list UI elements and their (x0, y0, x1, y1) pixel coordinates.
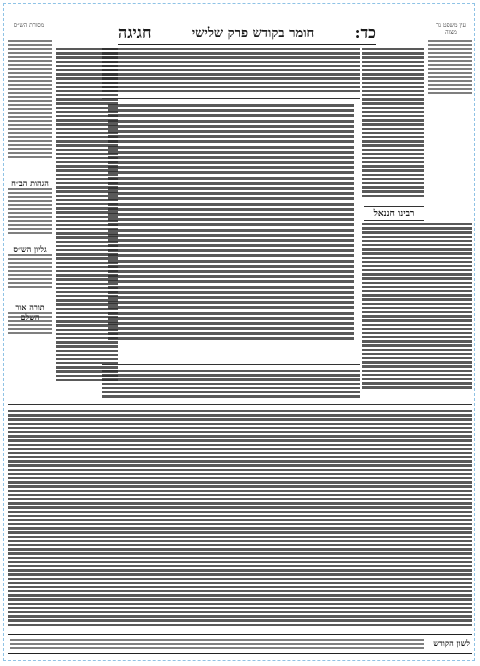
divider-top (102, 98, 360, 99)
page-header (118, 22, 376, 45)
rabenu-chananel-title: רבינו חננאל (364, 206, 424, 221)
ein-mishpat-label: עין משפט נר מצוה (436, 22, 466, 36)
torah-or-text (8, 312, 52, 342)
talmud-page (8, 8, 472, 658)
hagahot-text (8, 188, 52, 238)
footer-label: לשון הקודש (433, 638, 470, 648)
gilyon-text (8, 254, 52, 294)
divider-mid (102, 364, 360, 365)
gemara-text (108, 104, 354, 359)
commentary-top-band (102, 48, 360, 96)
torah-or-label: תורה אור (15, 302, 45, 312)
footer-text (10, 639, 424, 651)
page-footer (8, 634, 472, 654)
commentary-mid-band (102, 370, 360, 400)
tractate-title: חגיגה (118, 23, 152, 42)
page-number: כד: (354, 23, 376, 42)
hagahot-label: הגהות הב״ח (11, 178, 49, 188)
masoret-hashas-text (8, 40, 52, 170)
lower-commentary (8, 410, 472, 628)
tractate-chapter: חומר בקודש פרק שלישי (191, 26, 315, 41)
divider-lower (8, 404, 472, 405)
masoret-hashas-label: מסורת הש״ס (13, 22, 45, 29)
gilyon-label: גליון הש״ס (13, 244, 47, 254)
rashi-column-top (362, 48, 424, 203)
rabenu-chananel-text (362, 223, 472, 398)
ein-mishpat-text (428, 40, 472, 100)
